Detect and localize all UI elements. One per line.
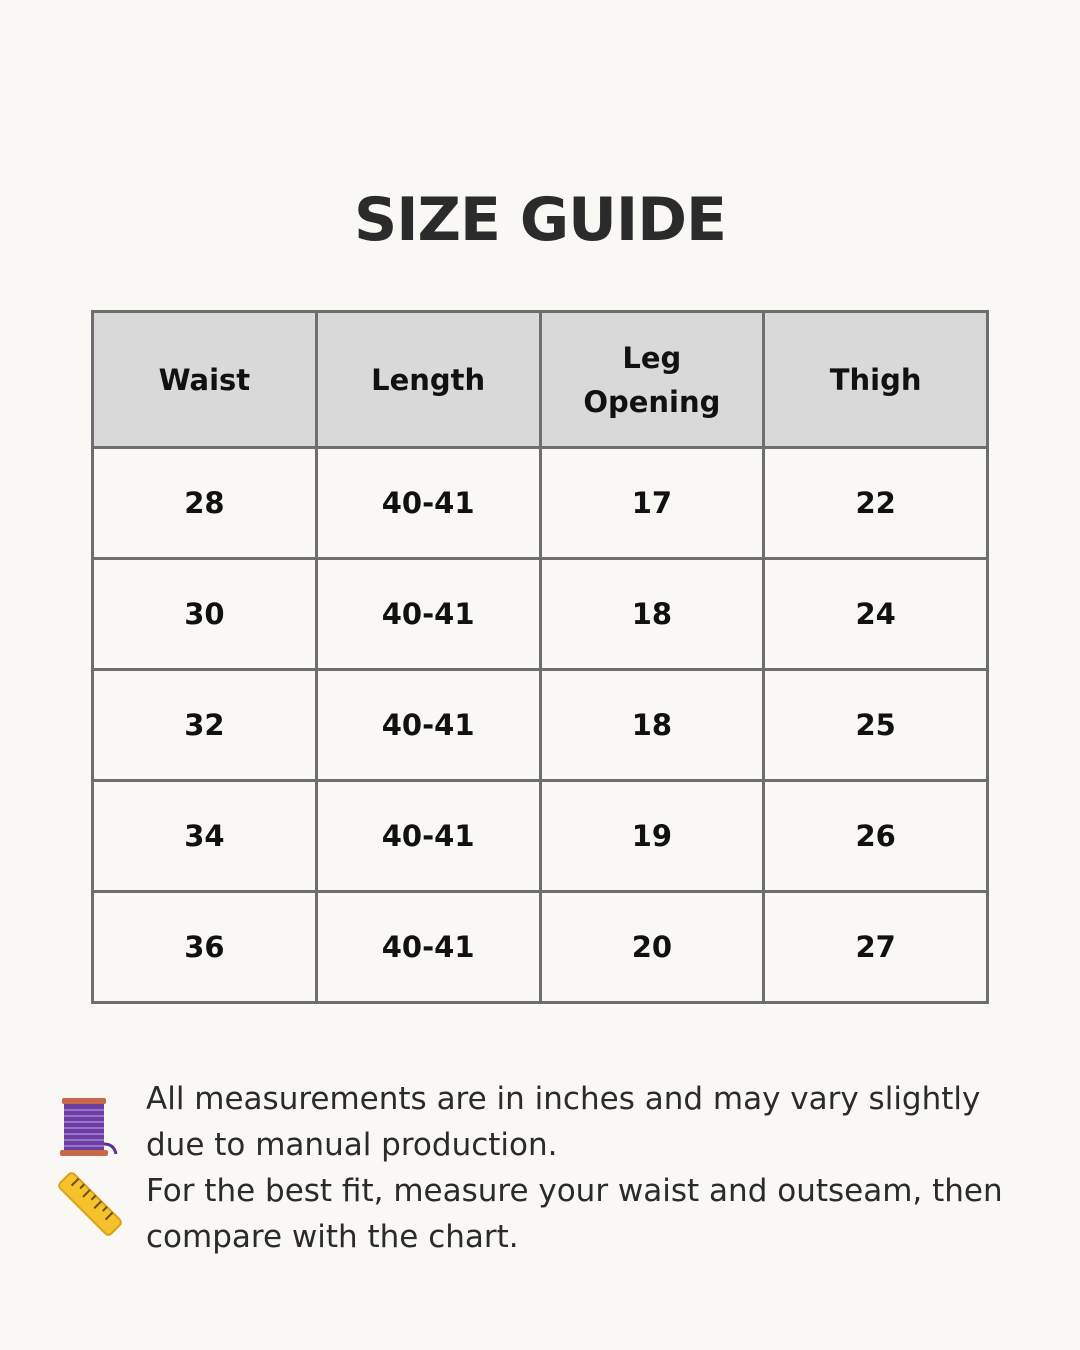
cell-leg-opening: 20: [540, 892, 764, 1003]
table-header-row: [93, 312, 988, 448]
header-thigh: Thigh: [764, 312, 988, 448]
note-measurements-text: All measurements are in inches and may vary slightly due to manual production.: [146, 1081, 981, 1163]
cell-thigh: 25: [764, 670, 988, 781]
header-length: Length: [316, 312, 540, 448]
cell-thigh: 27: [764, 892, 988, 1003]
cell-waist: 36: [93, 892, 317, 1003]
note-best-fit-text: For the best fit, measure your waist and outseam, then compare with the chart.: [146, 1173, 1003, 1255]
cell-waist: 28: [93, 448, 317, 559]
header-waist: Waist: [93, 312, 317, 448]
note-measurements: [58, 1076, 1048, 1168]
cell-length: 40-41: [316, 670, 540, 781]
cell-length: 40-41: [316, 448, 540, 559]
table-row: [93, 448, 988, 559]
cell-leg-opening: 18: [540, 670, 764, 781]
cell-length: 40-41: [316, 892, 540, 1003]
table-row: [93, 559, 988, 670]
cell-leg-opening: 19: [540, 781, 764, 892]
cell-waist: 34: [93, 781, 317, 892]
cell-waist: 30: [93, 559, 317, 670]
cell-thigh: 22: [764, 448, 988, 559]
notes: [58, 1076, 1048, 1260]
cell-thigh: 24: [764, 559, 988, 670]
cell-length: 40-41: [316, 559, 540, 670]
header-leg-opening: [540, 312, 764, 448]
cell-length: 40-41: [316, 781, 540, 892]
cell-leg-opening: 18: [540, 559, 764, 670]
table-row: [93, 781, 988, 892]
table-row: [93, 670, 988, 781]
page-title: SIZE GUIDE: [353, 185, 726, 255]
cell-leg-opening: 17: [540, 448, 764, 559]
table-row: [93, 892, 988, 1003]
note-best-fit: [58, 1168, 1048, 1260]
cell-thigh: 26: [764, 781, 988, 892]
thread-spool-icon: [58, 1096, 120, 1173]
cell-waist: 32: [93, 670, 317, 781]
size-table: [91, 310, 989, 1004]
ruler-icon: [58, 1172, 122, 1249]
header-leg-opening-label: Leg Opening: [583, 340, 721, 419]
